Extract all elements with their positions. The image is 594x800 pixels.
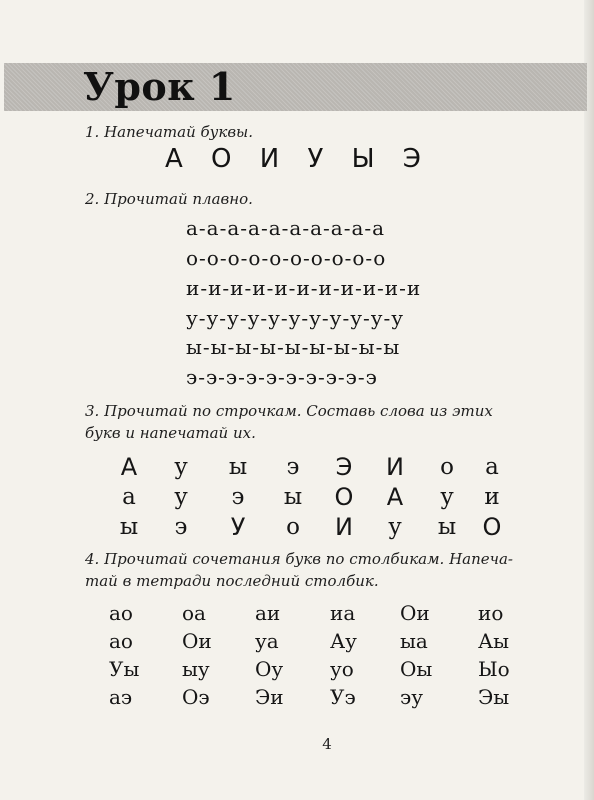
letter-cell: а	[485, 454, 499, 480]
task2-line: ы-ы-ы-ы-ы-ы-ы-ы-ы	[186, 335, 401, 359]
syllable-cell: Аы	[478, 629, 510, 653]
syllable-cell: аэ	[109, 685, 133, 709]
syllable-cell: ио	[478, 601, 504, 625]
letter-cell: О	[334, 483, 354, 511]
letter-cell: у	[388, 514, 402, 540]
syllable-cell: Ои	[182, 629, 212, 653]
task1-instruction: 1. Напечатай буквы.	[85, 123, 254, 141]
letter-cell: у	[174, 484, 188, 510]
syllable-cell: Уэ	[330, 685, 356, 709]
syllable-cell: Ыо	[478, 657, 510, 681]
syllable-cell: ыа	[400, 629, 428, 653]
syllable-cell: Уы	[109, 657, 140, 681]
task2-line: э-э-э-э-э-э-э-э-э-э	[186, 365, 378, 389]
syllable-cell: оа	[182, 601, 206, 625]
letter-cell: э	[174, 514, 188, 540]
syllable-cell: Оу	[255, 657, 284, 681]
task2-line: у-у-у-у-у-у-у-у-у-у-у	[186, 306, 405, 330]
syllable-cell: Ои	[400, 601, 430, 625]
task4-instruction-line2: тай в тетради последний столбик.	[85, 572, 379, 590]
task2-line: о-о-о-о-о-о-о-о-о-о	[186, 246, 387, 270]
letter-cell: Э	[335, 453, 353, 481]
page-number: 4	[322, 735, 332, 753]
syllable-cell: эу	[400, 685, 423, 709]
syllable-cell: Оэ	[182, 685, 210, 709]
syllable-cell: ао	[109, 601, 133, 625]
syllable-cell: Ау	[330, 629, 357, 653]
syllable-cell: ао	[109, 629, 133, 653]
letter-cell: о	[440, 454, 454, 480]
letter-cell: э	[286, 454, 300, 480]
syllable-cell: Эи	[255, 685, 284, 709]
letter-cell: И	[335, 513, 353, 541]
letter-cell: у	[174, 454, 188, 480]
task4-instruction-line1: 4. Прочитай сочетания букв по столбикам. Напеча-	[85, 550, 513, 568]
letter-cell: ы	[283, 484, 303, 510]
lesson-title: Урок 1	[83, 64, 236, 109]
letter-cell: А	[386, 483, 404, 511]
letter-cell: и	[484, 484, 500, 510]
letter-cell: ы	[228, 454, 248, 480]
syllable-cell: уа	[255, 629, 279, 653]
letter-cell: о	[286, 514, 300, 540]
syllable-cell: уо	[330, 657, 354, 681]
page-edge-shadow	[584, 0, 594, 800]
task1-letters: А О И У Ы Э	[165, 144, 429, 174]
letter-cell: О	[482, 513, 502, 541]
syllable-cell: ыу	[182, 657, 210, 681]
task2-line: и-и-и-и-и-и-и-и-и-и-и	[186, 276, 422, 300]
letter-cell: у	[440, 484, 454, 510]
letter-cell: а	[122, 484, 136, 510]
task2-instruction: 2. Прочитай плавно.	[85, 190, 253, 208]
syllable-cell: аи	[255, 601, 281, 625]
letter-cell: ы	[437, 514, 457, 540]
letter-cell: У	[230, 513, 246, 541]
syllable-cell: иа	[330, 601, 356, 625]
task3-instruction-line2: букв и напечатай их.	[85, 424, 256, 442]
letter-cell: И	[386, 453, 404, 481]
letter-cell: э	[231, 484, 245, 510]
letter-cell: ы	[119, 514, 139, 540]
syllable-cell: Эы	[478, 685, 510, 709]
task2-line: а-а-а-а-а-а-а-а-а-а	[186, 216, 386, 240]
task3-instruction-line1: 3. Прочитай по строчкам. Составь слова из этих	[85, 402, 493, 420]
letter-cell: А	[120, 453, 138, 481]
syllable-cell: Оы	[400, 657, 433, 681]
